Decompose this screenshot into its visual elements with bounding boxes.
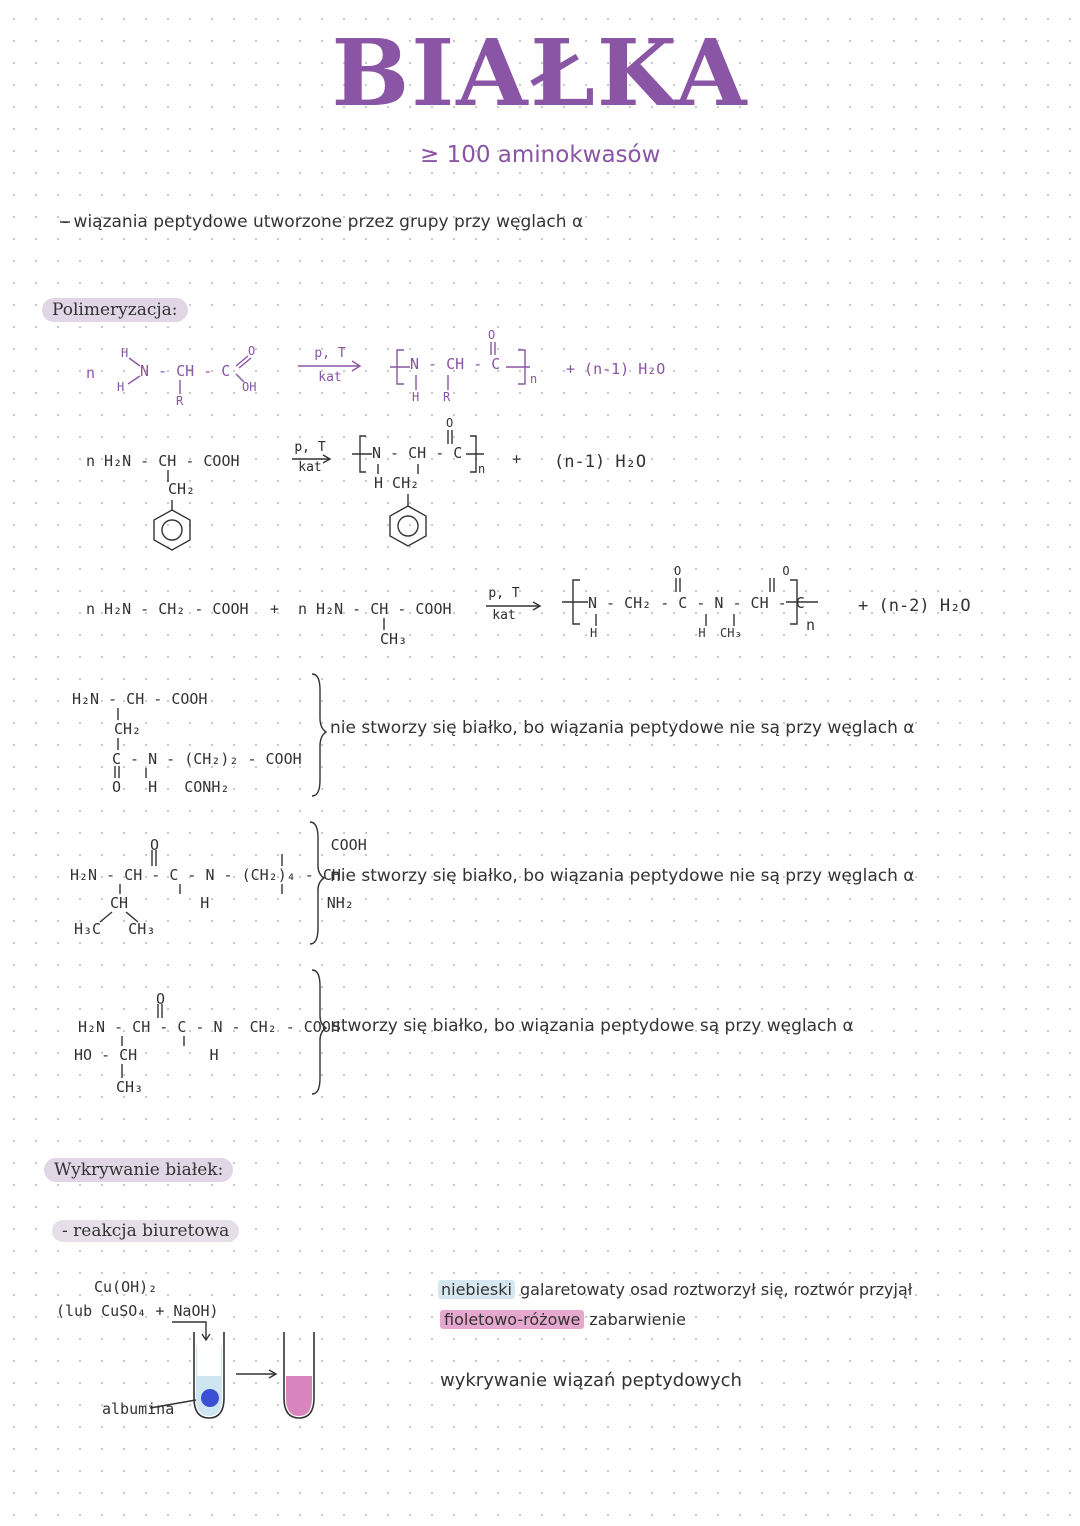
r2-prod-sub: H CH₂ (374, 474, 420, 492)
ex2-bond-ch3b (126, 912, 138, 922)
tube2-liquid (286, 1376, 312, 1416)
ex2-line2: CH H NH₂ (110, 894, 354, 912)
intro-note: - wiązania peptydowe utworzone przez grupy przy węglach α (62, 212, 584, 232)
r1-cond-top: p, T (314, 346, 346, 361)
r2-benzene-circle (162, 520, 182, 540)
r1-n: n (86, 364, 96, 382)
ex1-line1: H₂N - CH - COOH (72, 690, 208, 708)
r1-r: R (176, 394, 184, 408)
r1-chain: N - CH - C (140, 362, 231, 380)
ex2-bond-ch3a (100, 912, 112, 922)
r1-prod-o: O (488, 328, 496, 342)
r3-cond-bottom: kat (492, 608, 516, 623)
subtitle-aminoacid-count: ≥ 100 aminokwasów (420, 142, 661, 168)
biuret-result-text1: galaretowaty osad roztworzył się, roztwór przyjął (520, 1280, 913, 1299)
r1-bond-h-top (129, 358, 140, 366)
ex3-line2: HO - CH H (74, 1046, 219, 1064)
r2-water: (n-1) H₂O (554, 452, 647, 472)
r1-h-bottom: H (117, 380, 125, 394)
ex2-line3: H₃C CH₃ (74, 920, 156, 938)
r2-cond-bottom: kat (298, 460, 322, 475)
r3-reactant1: n H₂N - CH₂ - COOH (86, 600, 249, 618)
page-title: BIAŁKA (331, 19, 749, 127)
ex2-line0: O COOH (150, 836, 367, 854)
biuret-alt-reagent: (lub CuSO₄ + NaOH) (56, 1302, 219, 1320)
r2-reactant: n H₂N - CH - COOH (86, 452, 240, 470)
r3-prod-n: n (806, 616, 816, 634)
r1-bond-h-bottom (128, 376, 140, 384)
ex1-note: nie stworzy się białko, bo wiązania peptydowe nie są przy węglach α (330, 718, 915, 738)
r1-bond-o1 (236, 356, 248, 366)
r2-prod-chain: N - CH - C (372, 444, 463, 462)
r3-prod-chain: N - CH₂ - C - N - CH - C (588, 594, 805, 612)
r1-bond-oh (236, 374, 244, 382)
r3-water: + (n-2) H₂O (858, 596, 971, 616)
biuret-reagent-arrow (172, 1322, 206, 1340)
biuret-purpose: wykrywanie wiązań peptydowych (440, 1370, 742, 1391)
r2-prod-o: O (446, 416, 454, 430)
r1-prod-n: n (530, 372, 538, 386)
r2-reactant-sub: CH₂ (168, 480, 196, 498)
r2-cond-top: p, T (294, 440, 326, 455)
section-biuret: - reakcja biuretowa (52, 1220, 239, 1242)
r1-cond-bottom: kat (318, 370, 342, 385)
r2-prod-benzene-ring (390, 506, 426, 546)
r1-prod-r: R (443, 390, 451, 404)
ex2-note: nie stworzy się białko, bo wiązania peptydowe nie są przy węglach α (330, 866, 915, 886)
ex1-brace (312, 674, 326, 796)
biuret-reagent: Cu(OH)₂ (94, 1278, 158, 1296)
ex1-line4: O H CONH₂ (112, 778, 230, 796)
section-detection: Wykrywanie białek: (44, 1158, 233, 1182)
ex3-note: stworzy się białko, bo wiązania peptydowe są przy węglach α (332, 1016, 854, 1036)
ex2-line1: H₂N - CH - C - N - (CH₂)₄ - CH (70, 866, 341, 884)
r1-oh: OH (242, 380, 257, 394)
r3-reactant2-sub: CH₃ (380, 630, 408, 648)
r1-prod-chain: N - CH - C (410, 355, 501, 373)
r1-o: O (248, 344, 256, 358)
color-after-label: fioletowo-różowe (440, 1310, 584, 1329)
biuret-result-text2: zabarwienie (589, 1310, 686, 1329)
tube1-precipitate (201, 1389, 219, 1407)
r3-cond-top: p, T (488, 586, 520, 601)
ex2-brace (310, 822, 324, 944)
r3-reactant2: n H₂N - CH - COOH (298, 600, 452, 618)
r1-h-top: H (121, 346, 129, 360)
r2-plus: + (512, 450, 522, 468)
r2-prod-benzene-circle (398, 516, 418, 536)
ex3-line0: O (156, 990, 166, 1008)
r3-plus: + (270, 600, 280, 618)
r3-prod-sub: H H CH₃ (590, 626, 742, 640)
ex3-line1: H₂N - CH - C - N - CH₂ - COOH (78, 1018, 340, 1036)
r2-benzene-ring (154, 510, 190, 550)
biuret-sample-pointer (150, 1400, 196, 1408)
color-before-label: niebieski (438, 1280, 515, 1299)
tube1-empty (197, 1346, 221, 1376)
section-polymerization: Polimeryzacja: (42, 298, 188, 322)
ex1-line3: C - N - (CH₂)₂ - COOH (112, 750, 302, 768)
r2-prod-n: n (478, 462, 486, 476)
ex3-line3: CH₃ (116, 1078, 144, 1096)
r1-bond-o2 (239, 358, 251, 368)
r1-water: + (n-1) H₂O (566, 360, 666, 378)
ex1-line2: CH₂ (114, 720, 142, 738)
r3-prod-o: O O (674, 564, 790, 578)
ex3-brace (312, 970, 326, 1094)
r1-prod-h: H (412, 390, 420, 404)
biuret-sample-label: albumina (102, 1400, 175, 1418)
